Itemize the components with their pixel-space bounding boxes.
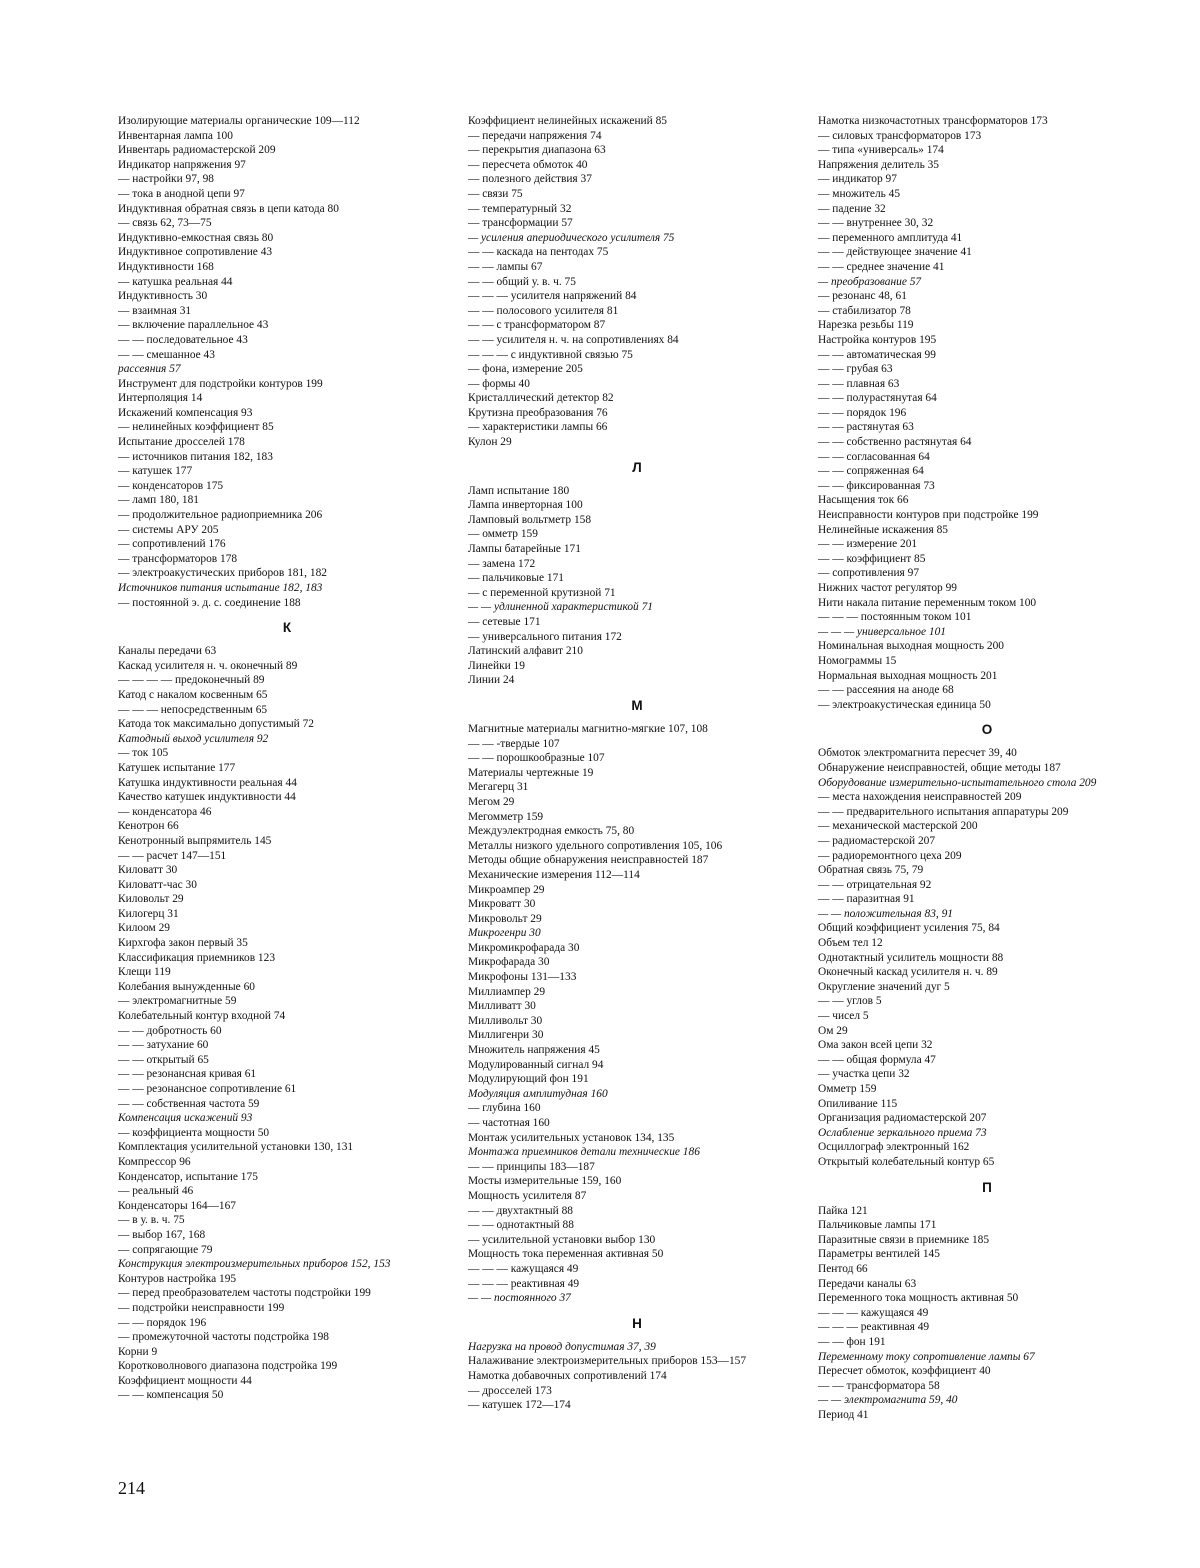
- section-letter-heading: О: [981, 722, 993, 738]
- index-entry: — — удлиненной характеристикой 71: [468, 601, 653, 614]
- index-entry: — — — реактивная 49: [818, 1321, 930, 1334]
- index-entry: Колебательный контур входной 74: [118, 1010, 286, 1023]
- index-entry: Микровольт 29: [468, 912, 542, 925]
- index-entry: Округление значений дуг 5: [818, 980, 950, 993]
- index-entry: — переменного амплитуда 41: [818, 231, 963, 244]
- index-entry: Компенсация искажений 93: [118, 1112, 253, 1125]
- index-entry: Однотактный усилитель мощности 88: [818, 951, 1004, 964]
- index-entry: Нормальная выходная мощность 201: [818, 669, 998, 682]
- index-entry: Конденсатор, испытание 175: [118, 1170, 258, 1183]
- index-entry: Индуктивное сопротивление 43: [118, 246, 273, 259]
- index-entry: — падение 32: [818, 202, 886, 215]
- index-entry: — — добротность 60: [118, 1024, 222, 1037]
- index-entry: Индуктивности 168: [118, 260, 214, 273]
- index-entry: Модуляция амплитудная 160: [468, 1087, 608, 1100]
- index-entry: Миллигенри 30: [468, 1029, 544, 1042]
- index-entry: — радиомастерской 207: [818, 834, 936, 847]
- index-entry: — — порошкообразные 107: [468, 752, 605, 765]
- index-entry: — катушка реальная 44: [118, 275, 233, 288]
- index-entry: — — двухтактный 88: [468, 1204, 573, 1217]
- index-entry: — перед преобразователем частоты подстройки 199: [118, 1287, 371, 1300]
- index-entry: Индуктивность 30: [118, 290, 208, 303]
- index-entry: Мегом 29: [468, 795, 515, 808]
- index-column-middle: [468, 114, 806, 1413]
- index-entry: Индикатор напряжения 97: [118, 158, 246, 171]
- index-entry: — ламп 180, 181: [118, 494, 199, 507]
- index-entry: Килогерц 31: [118, 907, 179, 920]
- index-entry: Катодный выход усилителя 92: [118, 732, 269, 745]
- index-entry: Колебания вынужденные 60: [118, 980, 255, 993]
- index-entry: — — предварительного испытания аппаратуры 209: [818, 805, 1069, 818]
- index-entry: Инвентарь радиомастерской 209: [118, 144, 276, 157]
- index-entry: — — порядок 196: [818, 406, 907, 419]
- index-entry: — — усилителя н. ч. на сопротивлениях 84: [468, 333, 679, 346]
- index-entry: — — измерение 201: [818, 538, 918, 551]
- index-entry: Киловольт 29: [118, 893, 184, 906]
- index-entry: Ом 29: [818, 1024, 848, 1037]
- index-entry: — места нахождения неисправностей 209: [818, 791, 1022, 804]
- index-entry: — участка цепи 32: [818, 1068, 910, 1081]
- index-entry: — — смешанное 43: [118, 348, 215, 361]
- index-entry: Переменного тока мощность активная 50: [818, 1292, 1019, 1305]
- index-entry: Пайка 121: [818, 1204, 868, 1217]
- index-entry: Микромикрофарада 30: [468, 941, 580, 954]
- index-entry: — связи 75: [468, 187, 523, 200]
- index-entry: — глубина 160: [468, 1102, 541, 1115]
- index-entry: Милливольт 30: [468, 1014, 543, 1027]
- index-entry: Нелинейные искажения 85: [818, 523, 948, 536]
- index-entry: Катод с накалом косвенным 65: [118, 688, 268, 701]
- index-entry: — — лампы 67: [468, 260, 543, 273]
- index-entry: Номинальная выходная мощность 200: [818, 640, 1004, 653]
- index-entry: Инвентарная лампа 100: [118, 129, 233, 142]
- index-entry: Микрогенри 30: [468, 927, 541, 940]
- index-entry: — связь 62, 73—75: [118, 217, 212, 230]
- page-number: 214: [118, 1478, 145, 1498]
- index-entry: Модулированный сигнал 94: [468, 1058, 604, 1071]
- index-entry: — — — усилителя напряжений 84: [468, 290, 637, 303]
- index-entry: — — полурастянутая 64: [818, 392, 937, 405]
- index-entry: — — — постоянным током 101: [818, 611, 972, 624]
- index-entry: Киловатт-час 30: [118, 878, 197, 891]
- index-entry: — — общий у. в. ч. 75: [468, 275, 576, 288]
- index-entry: Магнитные материалы магнитно-мягкие 107, 108: [468, 722, 708, 735]
- index-entry: Испытание дросселей 178: [118, 436, 245, 449]
- index-entry: — усиления апериодического усилителя 75: [468, 231, 675, 244]
- index-entry: — — открытый 65: [118, 1053, 209, 1066]
- index-entry: Модулирующий фон 191: [468, 1073, 589, 1086]
- index-entry: — индикатор 97: [818, 173, 897, 186]
- index-entry: — — принципы 183—187: [468, 1160, 595, 1173]
- index-entry: Киловатт 30: [118, 864, 178, 877]
- index-entry: Передачи каналы 63: [818, 1277, 917, 1290]
- index-entry: — радиоремонтного цеха 209: [818, 849, 962, 862]
- index-entry: Пальчиковые лампы 171: [818, 1219, 937, 1232]
- index-entry: — — трансформатора 58: [818, 1379, 940, 1392]
- index-entry: Механические измерения 112—114: [468, 868, 640, 881]
- index-entry: Напряжения делитель 35: [818, 158, 939, 171]
- index-entry: Обмоток электромагнита пересчет 39, 40: [818, 747, 1017, 760]
- index-entry: Катушка индуктивности реальная 44: [118, 776, 297, 789]
- index-entry: — универсального питания 172: [468, 630, 622, 643]
- index-entry: — — резонансная кривая 61: [118, 1068, 257, 1081]
- index-entry: — взаимная 31: [118, 304, 192, 317]
- index-entry: — типа «универсаль» 174: [818, 144, 944, 157]
- index-entry: Лампа инверторная 100: [468, 499, 583, 512]
- index-entry: — — паразитная 91: [818, 893, 915, 906]
- index-entry: — — порядок 196: [118, 1316, 207, 1329]
- index-entry: Открытый колебательный контур 65: [818, 1155, 995, 1168]
- index-entry: — — — кажущаяся 49: [818, 1306, 929, 1319]
- index-entry: — включение параллельное 43: [118, 319, 269, 332]
- index-entry: Обратная связь 75, 79: [818, 864, 924, 877]
- index-entry: — сетевые 171: [468, 616, 541, 628]
- index-entry: — электромагнитные 59: [118, 995, 237, 1008]
- index-entry: — — рассеяния на аноде 68: [818, 684, 954, 697]
- index-entry: — сопрягающие 79: [118, 1243, 213, 1256]
- index-entry: — коэффициента мощности 50: [118, 1126, 270, 1139]
- index-entry: Миллиампер 29: [468, 985, 546, 998]
- index-entry: — ток 105: [118, 747, 169, 760]
- index-entry: Оконечный каскад усилителя н. ч. 89: [818, 966, 998, 979]
- index-entry: Номограммы 15: [818, 654, 897, 667]
- index-entry: Милливатт 30: [468, 1000, 536, 1013]
- index-entry: Латинский алфавит 210: [468, 645, 583, 658]
- index-entry: — — компенсация 50: [118, 1389, 224, 1402]
- index-entry: Насыщения ток 66: [818, 494, 909, 507]
- index-entry: Оборудование измерительно-испытательного стола 209: [818, 776, 1097, 789]
- section-letter-heading: М: [631, 697, 643, 713]
- index-entry: Микроампер 29: [468, 883, 545, 896]
- index-entry: Конструкция электроизмерительных приборов 152, 153: [118, 1258, 391, 1271]
- section-letter-heading: Л: [632, 459, 642, 475]
- index-entry: — — каскада на пентодах 75: [468, 246, 609, 259]
- index-entry: Коэффициент мощности 44: [118, 1374, 252, 1387]
- index-column-left: [118, 114, 456, 1403]
- index-entry: — — электромагнита 59, 40: [818, 1394, 958, 1407]
- index-entry: — — — универсальное 101: [818, 625, 946, 638]
- index-entry: — — действующее значение 41: [818, 246, 972, 259]
- index-entry: — — фиксированная 73: [818, 479, 935, 492]
- index-entry: Осциллограф электронный 162: [818, 1141, 970, 1154]
- index-entry: Ламп испытание 180: [468, 484, 570, 497]
- index-entry: — — положительная 83, 91: [818, 907, 953, 920]
- index-entry: Опиливание 115: [818, 1097, 898, 1110]
- index-entry: Период 41: [818, 1408, 869, 1421]
- index-entry: — — согласованная 64: [818, 450, 930, 463]
- index-entry: Нижних частот регулятор 99: [818, 582, 957, 594]
- index-entry: — резонанс 48, 61: [818, 290, 907, 303]
- index-entry: Пересчет обмоток, коэффициент 40: [818, 1365, 991, 1378]
- index-entry: Мощность усилителя 87: [468, 1189, 587, 1202]
- index-entry: — конденсаторов 175: [118, 479, 224, 492]
- index-entry: — трансформации 57: [468, 217, 573, 230]
- index-entry: Классификация приемников 123: [118, 951, 276, 964]
- index-entry: — температурный 32: [468, 202, 572, 215]
- index-entry: Клещи 119: [118, 966, 171, 979]
- index-entry: Индуктивно-емкостная связь 80: [118, 231, 274, 244]
- index-entry: Кенотронный выпрямитель 145: [118, 834, 272, 847]
- index-entry: Компрессор 96: [118, 1155, 191, 1168]
- index-entry: — — среднее значение 41: [818, 260, 945, 273]
- index-entry: — омметр 159: [468, 528, 538, 541]
- index-entry: — фона, измерение 205: [468, 363, 583, 376]
- index-entry: — — общая формула 47: [818, 1053, 936, 1066]
- index-entry: Неисправности контуров при подстройке 199: [818, 509, 1039, 522]
- index-entry: — — — непосредственным 65: [118, 703, 268, 716]
- index-entry: — источников питания 182, 183: [118, 450, 273, 463]
- index-entry: — — -твердые 107: [468, 737, 560, 750]
- index-entry: Обнаружение неисправностей, общие методы 187: [818, 761, 1061, 774]
- index-column-right: [818, 114, 1156, 1422]
- index-entry: Комплектация усилительной установки 130, 131: [118, 1141, 354, 1154]
- index-entry: — — собственно растянутая 64: [818, 436, 972, 449]
- index-entry: Килоом 29: [118, 922, 170, 935]
- index-entry: — дросселей 173: [468, 1384, 552, 1397]
- index-entry: — — отрицательная 92: [818, 878, 932, 891]
- index-entry: Линейки 19: [468, 659, 525, 672]
- index-entry: Параметры вентилей 145: [818, 1248, 940, 1261]
- index-entry: Изолирующие материалы органические 109—112: [118, 115, 360, 127]
- index-entry: Крутизна преобразования 76: [468, 406, 608, 419]
- index-entry: рассеяния 57: [118, 363, 181, 376]
- index-entry: Намотка добавочных сопротивлений 174: [468, 1369, 667, 1382]
- index-entry: — пальчиковые 171: [468, 572, 564, 585]
- index-entry: Нити накала питание переменным током 100: [818, 596, 1037, 609]
- index-entry: Мегагерц 31: [468, 781, 529, 794]
- index-entry: Микрофоны 131—133: [468, 971, 577, 984]
- index-entry: Ослабление зеркального приема 73: [818, 1126, 987, 1139]
- index-entry: Материалы чертежные 19: [468, 766, 594, 779]
- index-entry: — — затухание 60: [118, 1039, 209, 1052]
- index-entry: Общий коэффициент усиления 75, 84: [818, 922, 1000, 935]
- index-entry: Объем тел 12: [818, 937, 883, 950]
- index-entry: Ламповый вольтметр 158: [468, 513, 592, 526]
- index-entry: — — полосового усилителя 81: [468, 304, 619, 317]
- index-entry: Конденсаторы 164—167: [118, 1199, 237, 1212]
- index-entry: Интерполяция 14: [118, 392, 203, 405]
- index-entry: — замена 172: [468, 557, 536, 570]
- index-entry: Пентод 66: [818, 1262, 868, 1275]
- index-entry: — — сопряженная 64: [818, 465, 924, 478]
- section-letter-heading: П: [982, 1179, 992, 1195]
- index-entry: — — грубая 63: [818, 363, 893, 376]
- index-entry: — электроакустическая единица 50: [818, 698, 991, 711]
- index-entry: Качество катушек индуктивности 44: [118, 791, 296, 804]
- index-entry: — — собственная частота 59: [118, 1097, 260, 1110]
- index-entry: Источников питания испытание 182, 183: [118, 582, 323, 594]
- index-entry: — подстройки неисправности 199: [118, 1301, 285, 1314]
- index-entry: — — углов 5: [818, 995, 882, 1008]
- index-entry: — с переменной крутизной 71: [468, 586, 616, 599]
- index-entry: — чисел 5: [818, 1010, 869, 1023]
- index-entry: Нагрузка на провод допустимая 37, 39: [468, 1340, 656, 1353]
- index-entry: Кирхгофа закон первый 35: [118, 937, 248, 950]
- index-entry: Множитель напряжения 45: [468, 1044, 600, 1057]
- index-entry: Контуров настройка 195: [118, 1272, 237, 1285]
- index-entry: — — — реактивная 49: [468, 1277, 580, 1290]
- index-entry: Катода ток максимально допустимый 72: [118, 718, 315, 731]
- index-entry: Паразитные связи в приемнике 185: [818, 1233, 990, 1246]
- index-entry: Настройка контуров 195: [818, 333, 937, 346]
- index-entry: Искажений компенсация 93: [118, 406, 253, 419]
- index-entry: Корни 9: [118, 1345, 158, 1358]
- index-entry: — катушек 172—174: [468, 1399, 571, 1412]
- index-entry: Междуэлектродная емкость 75, 80: [468, 825, 635, 838]
- index-entry: Микрофарада 30: [468, 956, 550, 969]
- index-entry: — электроакустических приборов 181, 182: [118, 567, 327, 580]
- index-entry: — тока в анодной цепи 97: [118, 187, 245, 200]
- index-entry: Омметр 159: [818, 1083, 877, 1095]
- index-entry: — промежуточной частоты подстройка 198: [118, 1331, 329, 1344]
- index-entry: — полезного действия 37: [468, 173, 592, 186]
- index-entry: — множитель 45: [818, 187, 901, 200]
- index-entry: — пересчета обмоток 40: [468, 158, 588, 171]
- index-entry: Нарезка резьбы 119: [818, 319, 914, 332]
- index-entry: — постоянной э. д. с. соединение 188: [118, 596, 301, 609]
- index-entry: Кенотрон 66: [118, 820, 179, 833]
- index-entry: Монтажа приемников детали технические 186: [468, 1146, 700, 1159]
- index-entry: Каскад усилителя н. ч. оконечный 89: [118, 659, 298, 672]
- index-entry: — системы АРУ 205: [118, 523, 219, 536]
- index-entry: — сопротивления 97: [818, 567, 920, 580]
- index-entry: — — плавная 63: [818, 377, 900, 390]
- index-entry: — — расчет 147—151: [118, 849, 227, 862]
- index-entry: — нелинейных коэффициент 85: [118, 421, 274, 434]
- index-entry: — — последовательное 43: [118, 333, 248, 346]
- index-entry: — передачи напряжения 74: [468, 129, 602, 142]
- index-entry: — катушек 177: [118, 465, 193, 478]
- index-entry: Мосты измерительные 159, 160: [468, 1175, 622, 1188]
- index-entry: Лампы батарейные 171: [468, 543, 581, 556]
- index-entry: — настройки 97, 98: [118, 173, 215, 186]
- index-entry: — реальный 46: [118, 1185, 194, 1198]
- index-entry: — — — — предоконечный 89: [118, 674, 265, 687]
- index-entry: Мощность тока переменная активная 50: [468, 1248, 664, 1261]
- index-entry: — механической мастерской 200: [818, 820, 978, 833]
- index-entry: Кулон 29: [468, 436, 512, 449]
- index-entry: Организация радиомастерской 207: [818, 1112, 987, 1125]
- index-entry: Намотка низкочастотных трансформаторов 173: [818, 115, 1048, 127]
- index-entry: — в у. в. ч. 75: [118, 1214, 185, 1227]
- index-entry: Инструмент для подстройки контуров 199: [118, 377, 323, 390]
- index-entry: Коэффициент нелинейных искажений 85: [468, 115, 667, 127]
- index-entry: Переменному току сопротивление лампы 67: [818, 1350, 1035, 1363]
- index-entry: — — автоматическая 99: [818, 348, 936, 361]
- index-entry: Ома закон всей цепи 32: [818, 1039, 933, 1052]
- index-entry: Мегомметр 159: [468, 810, 544, 823]
- index-entry: — — коэффициент 85: [818, 552, 926, 565]
- index-entry: — — растянутая 63: [818, 421, 914, 434]
- section-letter-heading: Н: [632, 1315, 642, 1331]
- index-entry: — продолжительное радиоприемника 206: [118, 509, 323, 522]
- index-entry: — усилительной установки выбор 130: [468, 1233, 656, 1246]
- index-entry: — стабилизатор 78: [818, 304, 911, 317]
- index-entry: — — — с индуктивной связью 75: [468, 348, 633, 361]
- section-letter-heading: К: [282, 620, 292, 636]
- index-entry: — — с трансформатором 87: [468, 319, 606, 332]
- index-entry: — формы 40: [468, 377, 530, 390]
- index-entry: — — однотактный 88: [468, 1219, 574, 1232]
- index-entry: — преобразование 57: [818, 275, 922, 288]
- index-entry: — сопротивлений 176: [118, 538, 226, 551]
- index-entry: — характеристики лампы 66: [468, 421, 608, 434]
- index-entry: — перекрытия диапазона 63: [468, 144, 606, 157]
- index-entry: Катушек испытание 177: [118, 761, 236, 774]
- index-entry: Монтаж усилительных установок 134, 135: [468, 1131, 675, 1144]
- index-entry: — силовых трансформаторов 173: [818, 129, 982, 142]
- index-entry: — — — кажущаяся 49: [468, 1262, 579, 1275]
- index-entry: Индуктивная обратная связь в цепи катода 80: [118, 202, 339, 215]
- index-entry: Коротковолнового диапазона подстройка 199: [118, 1360, 338, 1373]
- index-entry: — — внутреннее 30, 32: [818, 217, 934, 230]
- index-entry: — трансформаторов 178: [118, 552, 238, 565]
- index-entry: Налаживание электроизмерительных приборов 153—157: [468, 1355, 747, 1368]
- index-entry: Методы общие обнаружения неисправностей 187: [468, 854, 709, 867]
- index-entry: — частотная 160: [468, 1117, 550, 1129]
- index-entry: — выбор 167, 168: [118, 1228, 206, 1241]
- index-entry: Металлы низкого удельного сопротивления 105, 106: [468, 839, 723, 852]
- index-entry: Микроватт 30: [468, 898, 536, 911]
- index-entry: — — постоянного 37: [468, 1292, 571, 1305]
- index-entry: — — фон 191: [818, 1335, 886, 1348]
- index-entry: Линии 24: [468, 674, 515, 687]
- index-entry: — конденсатора 46: [118, 805, 212, 818]
- index-entry: Кристаллический детектор 82: [468, 392, 614, 405]
- index-entry: Каналы передачи 63: [118, 645, 217, 658]
- index-entry: — — резонансное сопротивление 61: [118, 1083, 297, 1095]
